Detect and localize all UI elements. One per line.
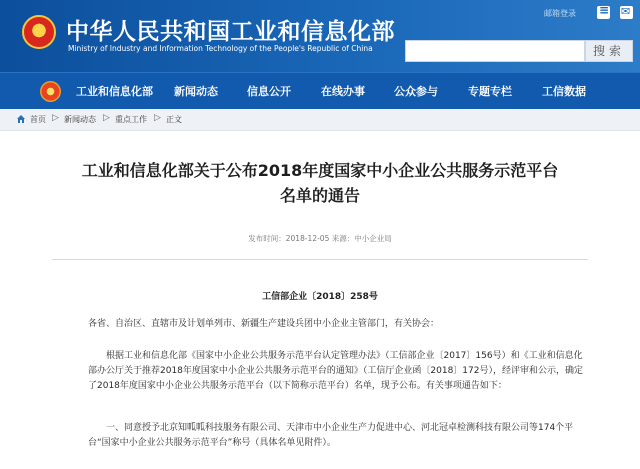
home-icon bbox=[16, 114, 26, 124]
breadcrumb-separator: ▷ bbox=[103, 113, 110, 123]
paragraph-1: 根据工业和信息化部《国家中小企业公共服务示范平台认定管理办法》（工信部企业〔2017〕156号）和《工业和信息化部办公厅关于推荐2018年度国家中小企业公共服务示范平台的通知》（工信厅企业函〔2018〕172号），经评审和公示，确定了2018年度国家中小企业公共服务示范平台（以下简称示范平台）名单，现予公布。有关事项通告如下： bbox=[88, 351, 583, 391]
article-title-line1: 工业和信息化部关于公布2018年度国家中小企业公共服务示范平台 bbox=[81, 161, 559, 180]
search-button[interactable]: 搜索 bbox=[585, 40, 633, 62]
site-title-en: Ministry of Industry and Information Technology of the People's Republic of China bbox=[68, 44, 373, 53]
breadcrumb-separator: ▷ bbox=[52, 113, 59, 123]
nav-item-data[interactable]: 工信数据 bbox=[542, 85, 586, 98]
nav-item-public[interactable]: 公众参与 bbox=[394, 85, 438, 98]
mail-login-link[interactable]: 邮箱登录 bbox=[544, 9, 576, 18]
article-meta: 发布时间：2018-12-05 来源：中小企业局 bbox=[248, 234, 392, 243]
nav-logo-icon bbox=[40, 81, 61, 102]
nav-item-miit[interactable]: 工业和信息化部 bbox=[76, 85, 153, 98]
breadcrumb-home[interactable]: 首页 bbox=[30, 115, 46, 124]
breadcrumb-news[interactable]: 新闻动态 bbox=[64, 115, 96, 124]
rss-icon[interactable] bbox=[597, 6, 610, 19]
breadcrumb bbox=[0, 109, 640, 131]
site-title-cn[interactable]: 中华人民共和国工业和信息化部 bbox=[66, 19, 395, 45]
divider bbox=[52, 259, 588, 260]
main-nav bbox=[0, 72, 640, 109]
nav-item-info[interactable]: 信息公开 bbox=[247, 85, 291, 98]
paragraph-2: 一、同意授予北京知呱呱科技服务有限公司、天津市中小企业生产力促进中心、河北冠卓检测科技有限公司等174个平台“国家中小企业公共服务示范平台”称号（具体名单见附件）。 bbox=[88, 423, 574, 448]
article-title-line2: 名单的通告 bbox=[279, 186, 360, 205]
search-input[interactable] bbox=[405, 40, 585, 62]
nav-item-topics[interactable]: 专题专栏 bbox=[468, 85, 512, 98]
mail-icon[interactable] bbox=[620, 6, 633, 19]
national-emblem-icon: ★ bbox=[22, 15, 56, 49]
breadcrumb-separator: ▷ bbox=[154, 113, 161, 123]
article bbox=[0, 131, 640, 469]
salutation: 各省、自治区、直辖市及计划单列市、新疆生产建设兵团中小企业主管部门，有关协会： bbox=[88, 319, 440, 329]
breadcrumb-key-work[interactable]: 重点工作 bbox=[115, 115, 147, 124]
nav-item-online[interactable]: 在线办事 bbox=[321, 85, 365, 98]
site-header bbox=[0, 0, 640, 72]
breadcrumb-current: 正文 bbox=[166, 115, 182, 124]
nav-item-news[interactable]: 新闻动态 bbox=[174, 85, 218, 98]
document-number: 工信部企业〔2018〕258号 bbox=[262, 292, 378, 302]
article-title bbox=[0, 158, 640, 208]
